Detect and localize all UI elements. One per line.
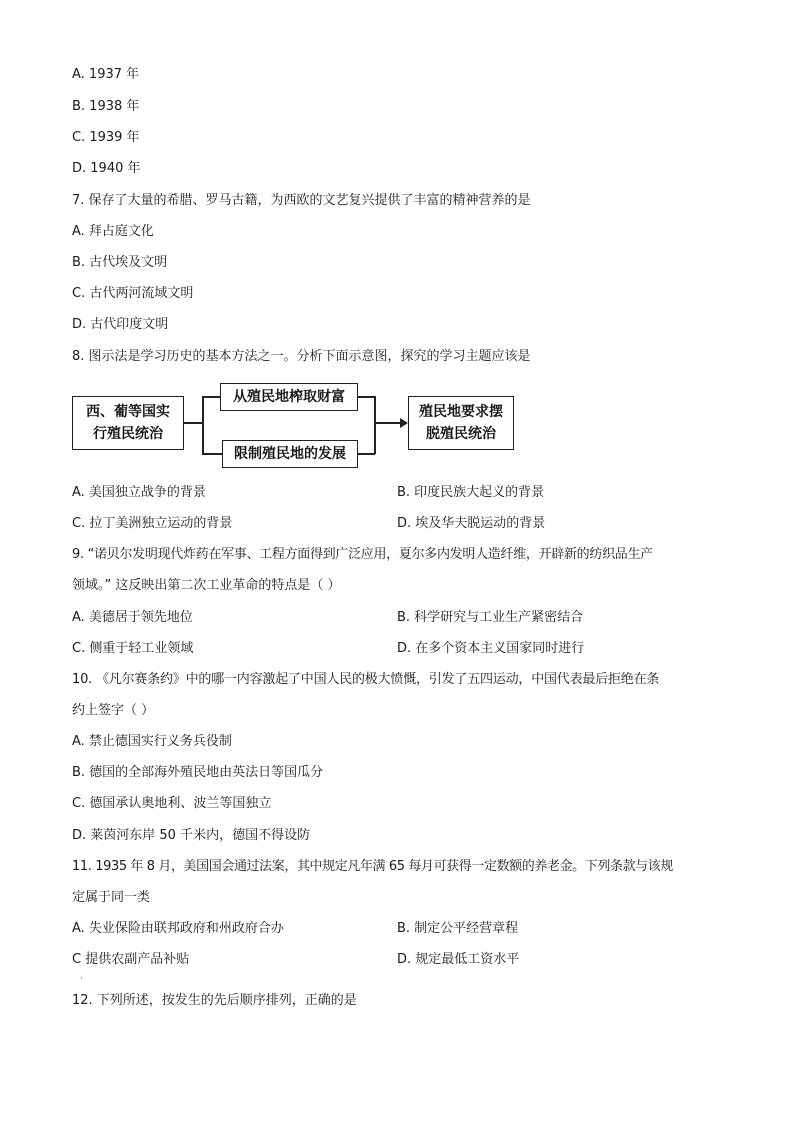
q8-option-d: D. 埃及华夫脱运动的背景 <box>397 516 546 531</box>
connector-right-stem <box>374 422 400 424</box>
q8-option-b: B. 印度民族大起义的背景 <box>397 485 545 500</box>
q9-stem-line2: 领域。” 这反映出第二次工业革命的特点是（ ） <box>72 578 341 593</box>
stray-dot: · <box>80 974 83 983</box>
diagram-right-box <box>408 396 514 450</box>
diagram-top-box: 从殖民地榨取财富 <box>220 383 358 411</box>
connector-right-vertical <box>374 396 376 454</box>
q7-stem: 7. 保存了大量的希腊、罗马古籍，为西欧的文艺复兴提供了丰富的精神营养的是 <box>72 193 531 208</box>
q9-stem-line1: 9. “诺贝尔发明现代炸药在军事、工程方面得到广泛应用，夏尔多内发明人造纤维，开辟新的纺织品生产 <box>72 547 653 562</box>
q8-stem: 8. 图示法是学习历史的基本方法之一。分析下面示意图，探究的学习主题应该是 <box>72 349 531 364</box>
q7-option-a: A. 拜占庭文化 <box>72 224 154 239</box>
connector-left-top <box>202 396 220 398</box>
q7-option-c: C. 古代两河流域文明 <box>72 286 194 301</box>
diagram-right-line1: 殖民地要求摆 <box>419 404 503 420</box>
q7-option-b: B. 古代埃及文明 <box>72 255 168 270</box>
q8-option-c: C. 拉丁美洲独立运动的背景 <box>72 516 233 531</box>
diagram-left-line2: 行殖民统治 <box>93 426 163 442</box>
q11-stem-line1: 11. 1935 年 8 月，美国国会通过法案，其中规定凡年满 65 每月可获得一定数额的养老金。下列条款与该规 <box>72 859 673 874</box>
q11-option-d: D. 规定最低工资水平 <box>397 952 520 967</box>
arrow-head-icon <box>400 418 408 428</box>
connector-right-top <box>358 396 375 398</box>
q7-option-d: D. 古代印度文明 <box>72 317 169 332</box>
q6-option-a: A. 1937 年 <box>72 67 140 82</box>
q8-option-a: A. 美国独立战争的背景 <box>72 485 206 500</box>
q11-option-a: A. 失业保险由联邦政府和州政府合办 <box>72 921 284 936</box>
connector-right-bottom <box>358 453 375 455</box>
q12-stem: 12. 下列所述，按发生的先后顺序排列，正确的是 <box>72 993 357 1008</box>
q9-option-b: B. 科学研究与工业生产紧密结合 <box>397 610 584 625</box>
q10-option-a: A. 禁止德国实行义务兵役制 <box>72 734 232 749</box>
q6-option-c: C. 1939 年 <box>72 130 140 145</box>
q10-option-c: C. 德国承认奥地利、波兰等国独立 <box>72 796 272 811</box>
connector-left-vertical <box>202 396 204 454</box>
q10-stem-line1: 10. 《凡尔赛条约》中的哪一内容激起了中国人民的极大愤慨，引发了五四运动，中国代表最后拒绝在条 <box>72 672 660 687</box>
q10-stem-line2: 约上签字（ ） <box>72 703 155 718</box>
q9-option-a: A. 美德居于领先地位 <box>72 610 193 625</box>
connector-left-bottom <box>202 453 222 455</box>
q9-option-c: C. 侧重于轻工业领域 <box>72 641 194 656</box>
diagram-right-line2: 脱殖民统治 <box>426 426 496 442</box>
q10-option-d: D. 莱茵河东岸 50 千米内，德国不得设防 <box>72 828 311 843</box>
diagram-bottom-box: 限制殖民地的发展 <box>222 440 358 468</box>
q11-option-b: B. 制定公平经营章程 <box>397 921 519 936</box>
q6-option-b: B. 1938 年 <box>72 99 140 114</box>
diagram-left-line1: 西、葡等国实 <box>86 404 170 420</box>
q9-option-d: D. 在多个资本主义国家同时进行 <box>397 641 585 656</box>
connector-left-stem <box>184 422 203 424</box>
q10-option-b: B. 德国的全部海外殖民地由英法日等国瓜分 <box>72 765 324 780</box>
q11-option-c: C 提供农副产品补贴 <box>72 952 190 967</box>
q6-option-d: D. 1940 年 <box>72 161 141 176</box>
q11-stem-line2: 定属于同一类 <box>72 890 151 905</box>
diagram-left-box <box>72 396 184 450</box>
